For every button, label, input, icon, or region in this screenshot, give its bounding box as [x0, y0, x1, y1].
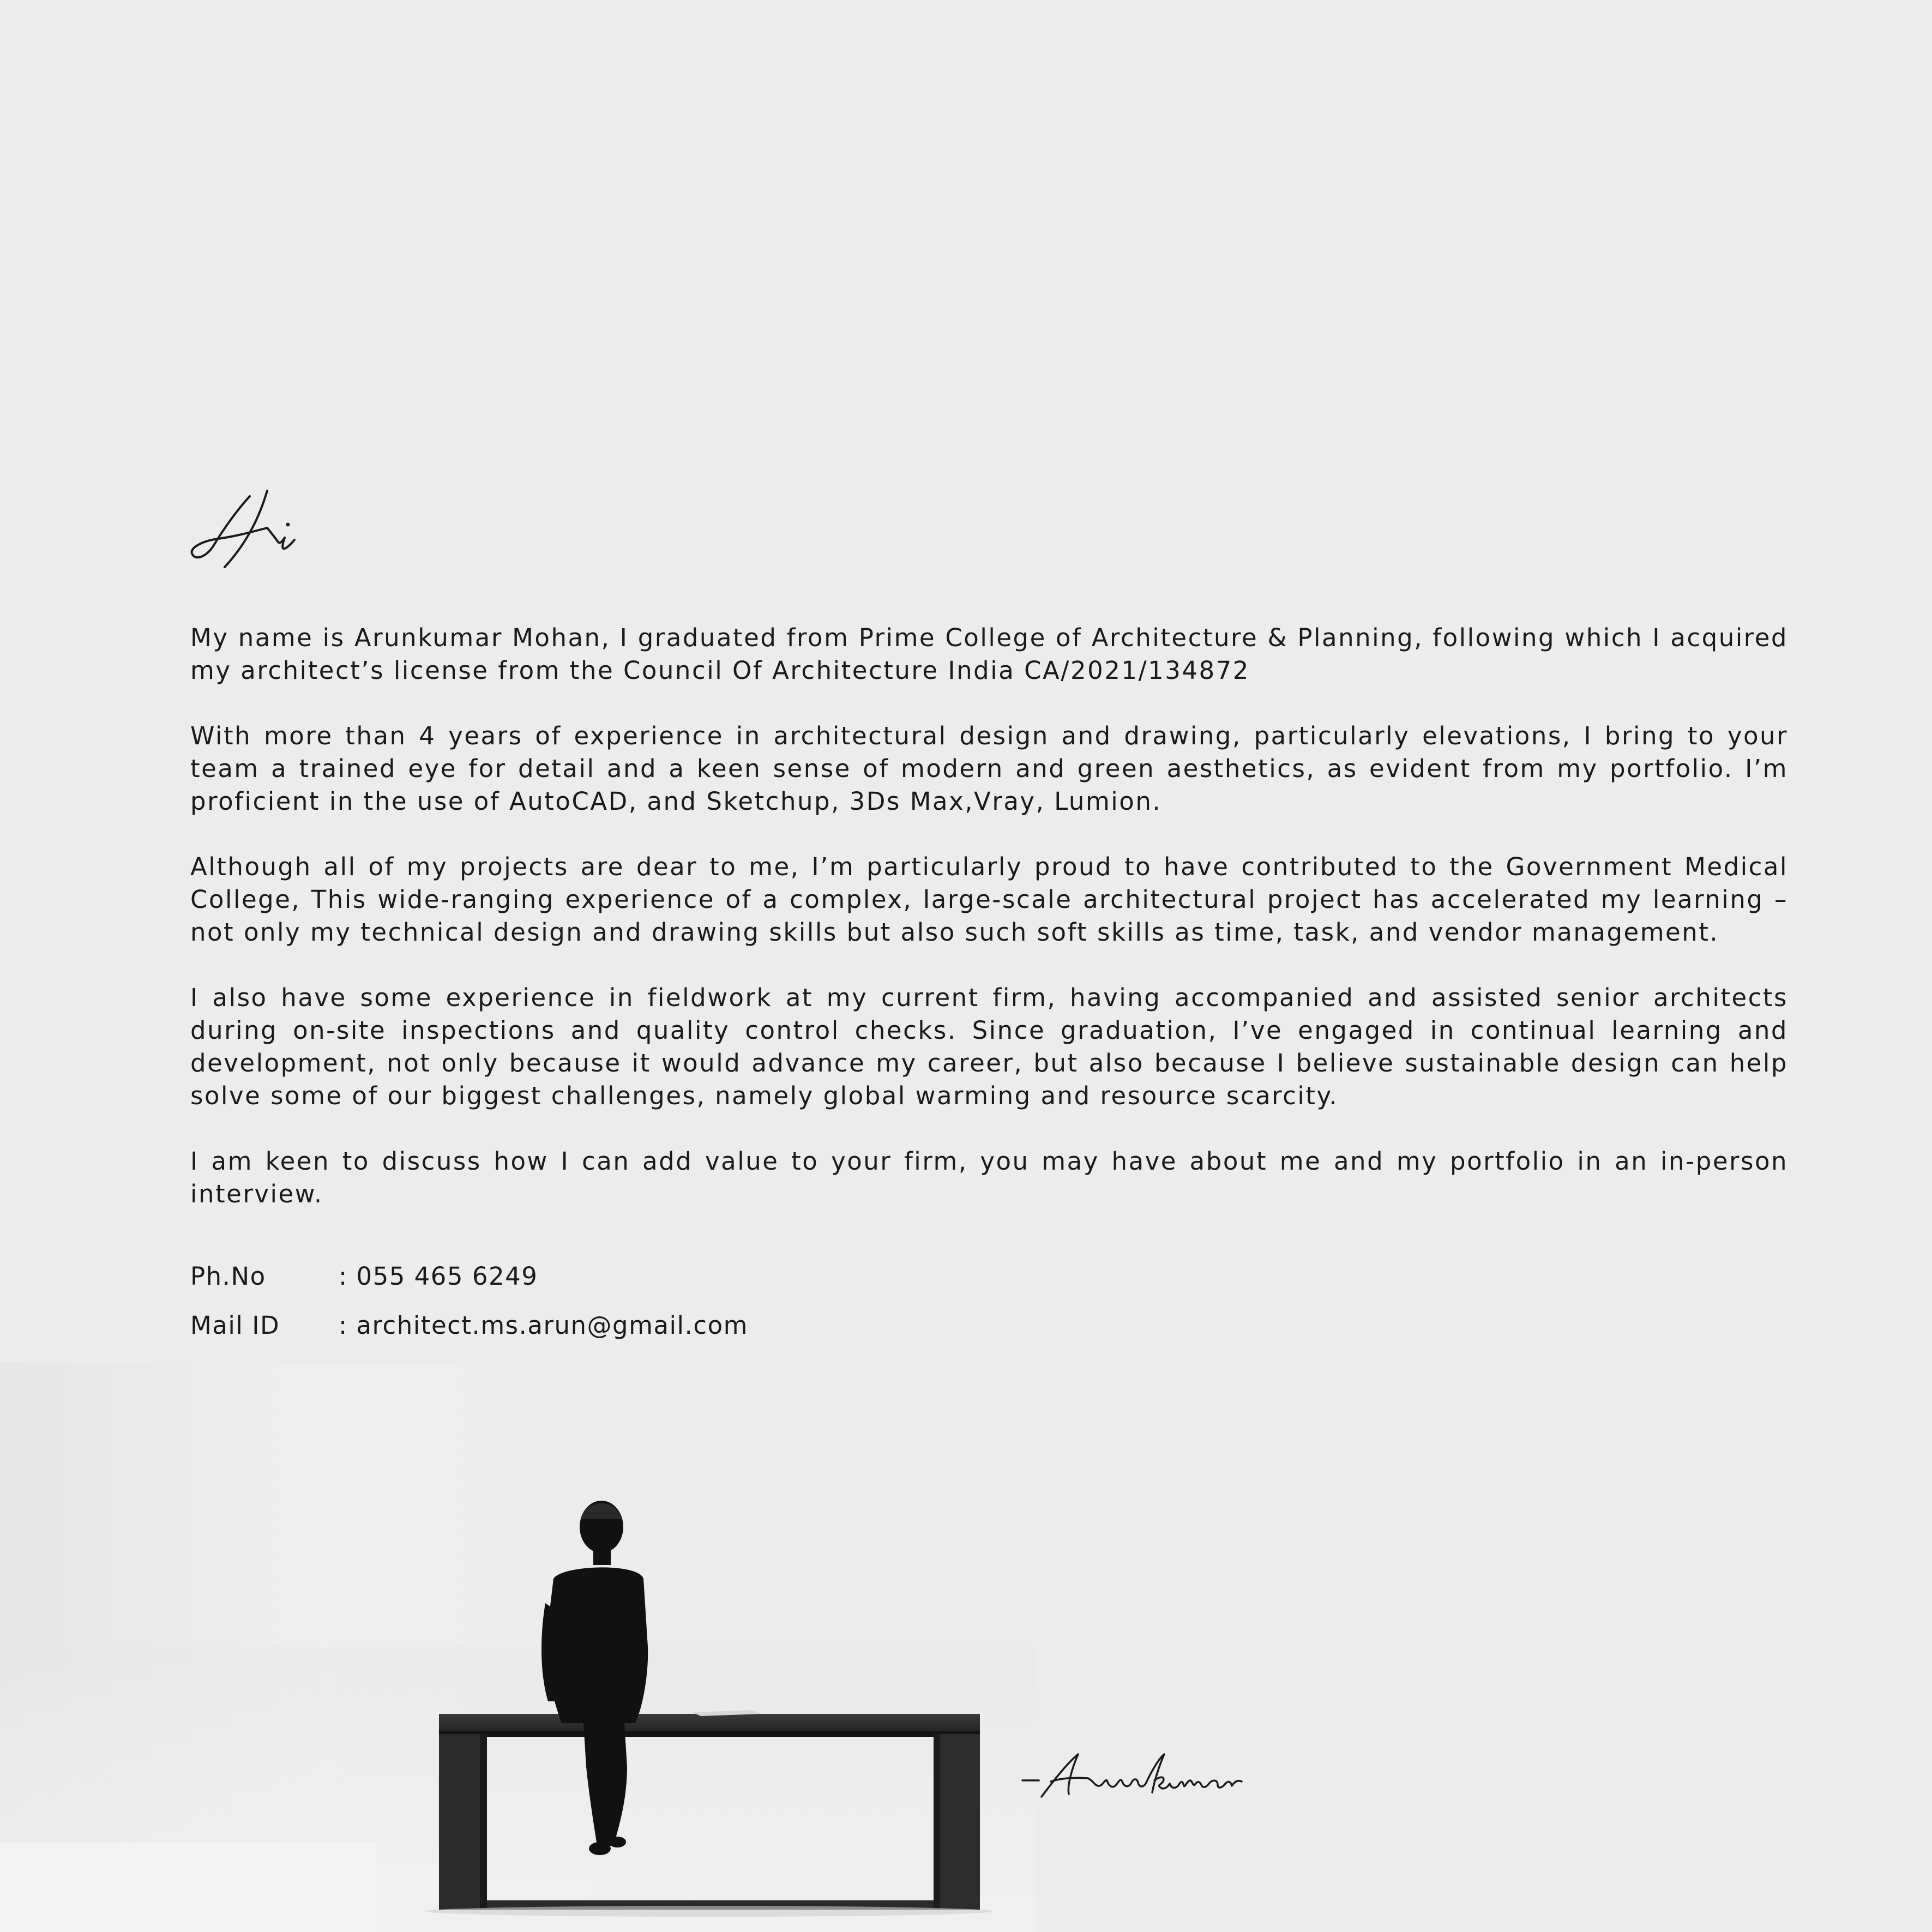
- mail-value: : architect.ms.arun@gmail.com: [339, 1310, 748, 1340]
- person-on-bench-photo: [0, 1363, 1036, 1932]
- mail-row: [190, 1301, 748, 1350]
- phone-value: : 055 465 6249: [339, 1261, 538, 1291]
- phone-row: [190, 1251, 748, 1301]
- letter-body: [190, 622, 1788, 1211]
- paragraph-experience: With more than 4 years of experience in architectural design and drawing, particularly elevations, I bring to your team a trained eye for detail and a keen sense of modern and green aesthetics, as evident from my portfolio. I’m proficient in the use of AutoCAD, and Sketchup, 3Ds Max,Vray, Lumion.: [190, 721, 1788, 816]
- paragraph-closing: I am keen to discuss how I can add value to your firm, you may have about me and my portfolio in an in-person interview.: [190, 1147, 1788, 1208]
- paragraph-introduction: My name is Arunkumar Mohan, I graduated from Prime College of Architecture & Planning, following which I acquired my architect’s license from the Council Of Architecture India CA/2021/134872: [190, 623, 1788, 685]
- contact-details: [190, 1251, 748, 1350]
- paragraph-projects: Although all of my projects are dear to me, I’m particularly proud to have contributed to the Government Medical College, This wide-ranging experience of a complex, large-scale architectural project has accelerated my learning – not only my technical design and drawing skills but also such soft skills as time, task, and vendor management.: [190, 852, 1788, 947]
- mail-label: Mail ID: [190, 1310, 280, 1340]
- paragraph-fieldwork: I also have some experience in fieldwork at my current firm, having accompanied and assisted senior architects during on-site inspections and quality control checks. Since graduation, I’ve engaged in continual learning and development, not only because it would advance my career, but also because I believe sustainable design can help solve some of our biggest challenges, namely global warming and resource scarcity.: [190, 983, 1788, 1110]
- greeting-script: [185, 480, 305, 578]
- phone-label: Ph.No: [190, 1261, 266, 1291]
- signature-script: [1017, 1742, 1279, 1813]
